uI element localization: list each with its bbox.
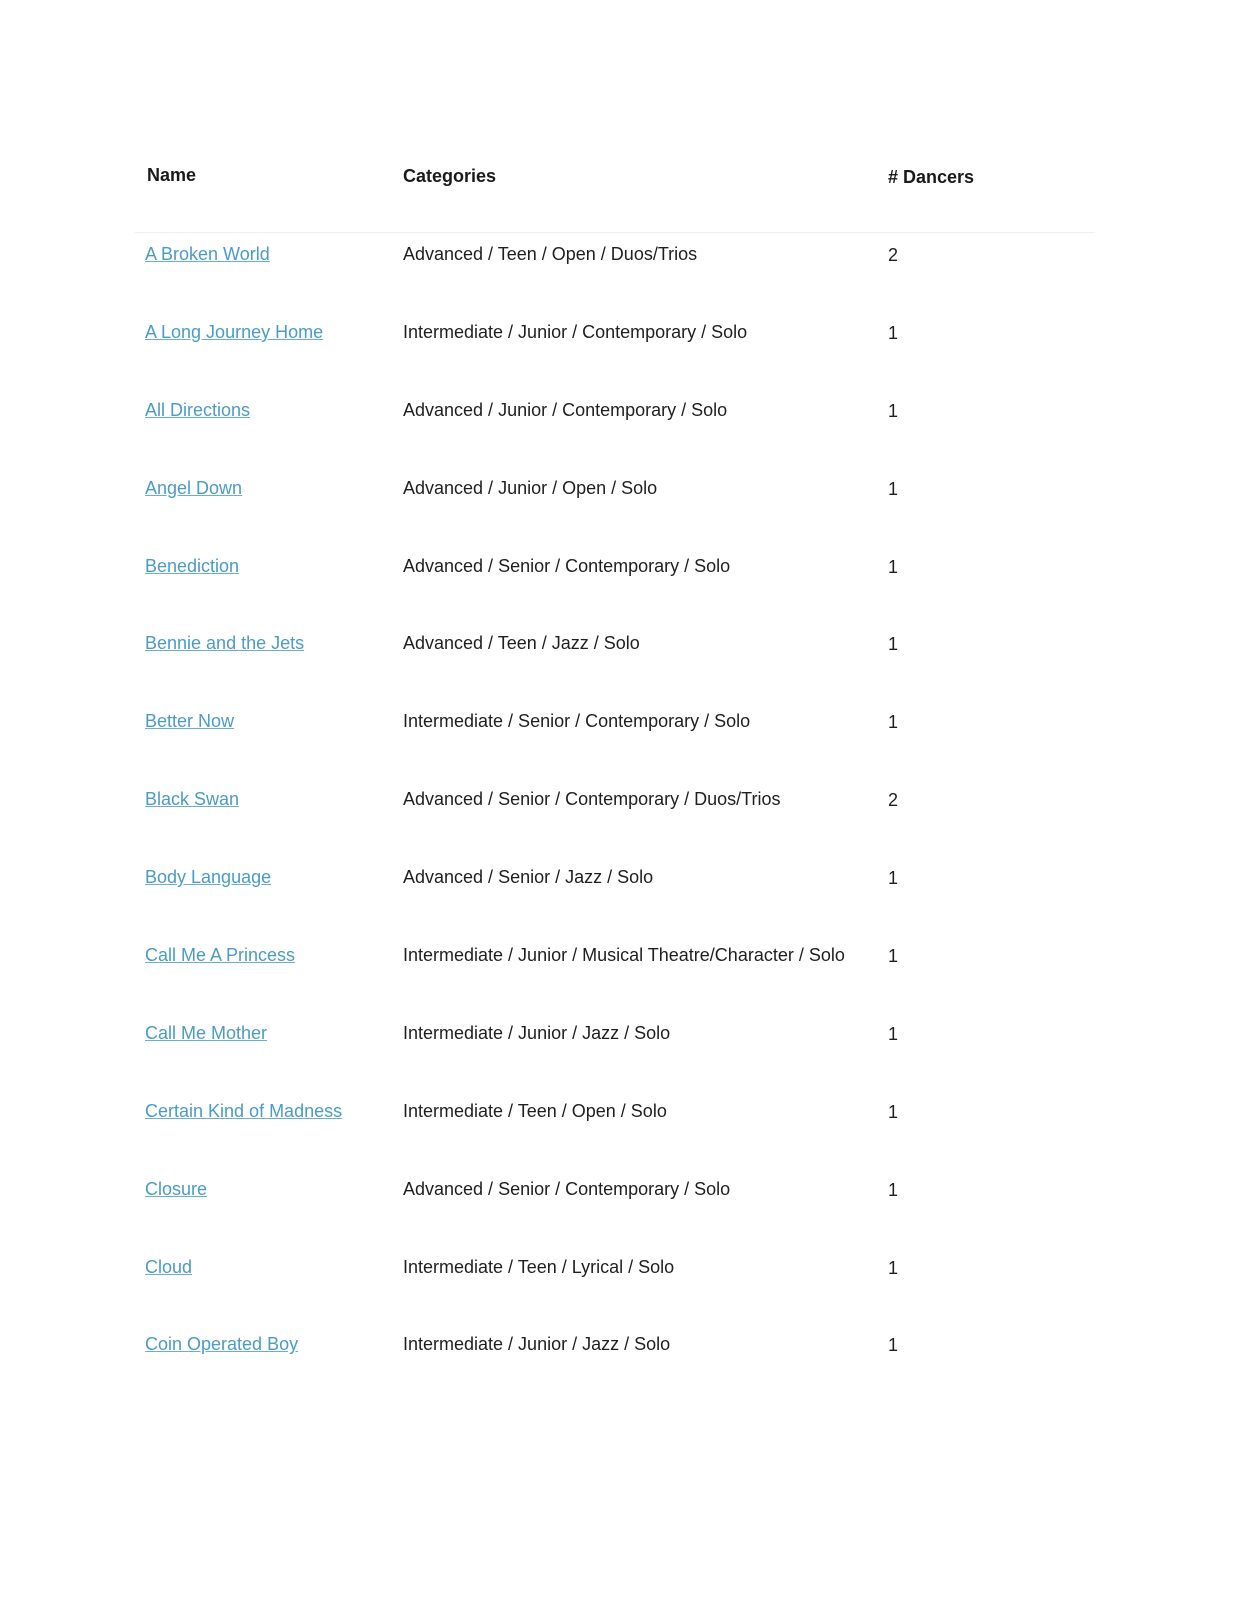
entry-dancers-count: 1 [888, 946, 899, 967]
table-row [135, 633, 1095, 711]
table-row [135, 1023, 1095, 1101]
entry-dancers-count: 1 [888, 1023, 899, 1044]
entry-categories: Advanced / Teen / Jazz / Solo [403, 633, 640, 654]
entry-dancers-count: 1 [888, 1179, 899, 1200]
entry-dancers-count: 1 [888, 1257, 899, 1278]
table-row [135, 945, 1095, 1023]
table-row [135, 711, 1095, 789]
table-row [135, 1179, 1095, 1257]
entry-dancers-count: 1 [888, 712, 899, 733]
entry-categories: Intermediate / Junior / Jazz / Solo [403, 1334, 671, 1355]
entry-name-link[interactable]: Call Me A Princess [145, 945, 296, 966]
entry-categories: Advanced / Senior / Jazz / Solo [403, 867, 654, 888]
entry-name-link[interactable]: Coin Operated Boy [145, 1334, 299, 1355]
entry-name-link[interactable]: A Long Journey Home [145, 321, 324, 342]
entry-name-link[interactable]: Black Swan [145, 789, 240, 810]
entry-categories: Advanced / Teen / Open / Duos/Trios [403, 244, 698, 264]
entry-dancers-count: 1 [888, 556, 899, 577]
entry-categories: Intermediate / Teen / Lyrical / Solo [403, 1256, 675, 1277]
entry-dancers-count: 1 [888, 322, 899, 343]
header-divider [135, 232, 1095, 233]
entry-name-link[interactable]: Cloud [145, 1256, 193, 1277]
table-row [135, 1334, 1095, 1412]
table-row [135, 556, 1095, 634]
entry-categories: Advanced / Senior / Contemporary / Duos/Trios [403, 789, 781, 810]
table-row [135, 322, 1095, 400]
entry-categories: Advanced / Junior / Contemporary / Solo [403, 399, 728, 420]
entry-name-link[interactable]: All Directions [145, 399, 251, 420]
header-name: Name [147, 165, 197, 185]
entry-categories: Advanced / Senior / Contemporary / Solo [403, 555, 731, 576]
entry-name-link[interactable]: Bennie and the Jets [145, 633, 305, 654]
entry-name-link[interactable]: Benediction [145, 555, 240, 576]
table-row [135, 478, 1095, 556]
table-row [135, 1257, 1095, 1335]
entry-categories: Intermediate / Teen / Open / Solo [403, 1100, 667, 1121]
entry-dancers-count: 1 [888, 634, 899, 655]
entry-categories: Intermediate / Senior / Contemporary / Solo [403, 711, 751, 732]
entry-dancers-count: 2 [888, 790, 899, 811]
entry-name-link[interactable]: Angel Down [145, 477, 243, 498]
header-dancers: # Dancers [888, 167, 975, 187]
entry-categories: Advanced / Junior / Open / Solo [403, 477, 658, 498]
entry-name-link[interactable]: Call Me Mother [145, 1022, 268, 1043]
entry-name-link[interactable]: Closure [145, 1178, 208, 1199]
entry-categories: Intermediate / Junior / Jazz / Solo [403, 1022, 671, 1043]
entry-name-link[interactable]: Certain Kind of Madness [145, 1100, 343, 1121]
entry-dancers-count: 1 [888, 868, 899, 889]
entry-categories: Intermediate / Junior / Contemporary / Solo [403, 321, 748, 342]
entry-dancers-count: 1 [888, 478, 899, 499]
entry-categories: Advanced / Senior / Contemporary / Solo [403, 1178, 731, 1199]
table-row [135, 789, 1095, 867]
entry-dancers-count: 1 [888, 1335, 899, 1356]
entry-categories: Intermediate / Junior / Musical Theatre/Character / Solo [403, 945, 845, 966]
table-row [135, 400, 1095, 478]
table-row [135, 1101, 1095, 1179]
entry-name-link[interactable]: A Broken World [145, 244, 270, 264]
entry-name-link[interactable]: Better Now [145, 711, 235, 732]
table-header [135, 165, 1095, 195]
entry-dancers-count: 1 [888, 1101, 899, 1122]
header-categories: Categories [403, 166, 497, 186]
table-body [135, 244, 1095, 1412]
entry-name-link[interactable]: Body Language [145, 867, 272, 888]
entry-dancers-count: 1 [888, 400, 899, 421]
entry-dancers-count: 2 [888, 245, 899, 265]
table-row [135, 244, 1095, 322]
table-row [135, 867, 1095, 945]
